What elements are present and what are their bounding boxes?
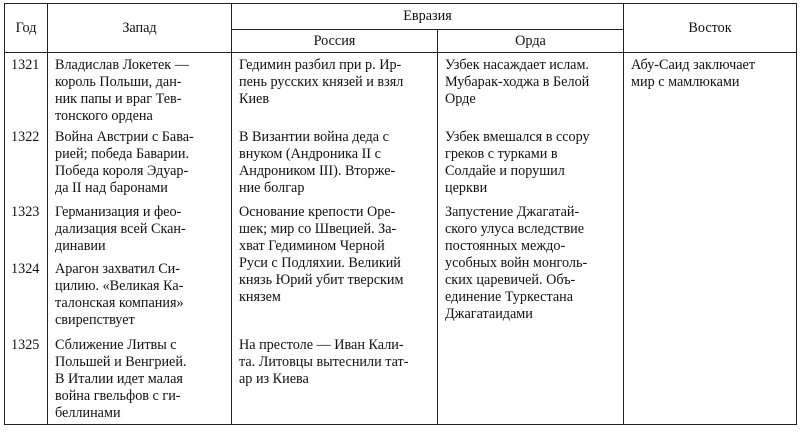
cell-line: талонская компания» (55, 295, 184, 311)
cell-line: На престоле — Иван Кали- (239, 337, 404, 353)
table-row (5, 53, 797, 126)
header-year: Год (5, 4, 48, 53)
cell-line: постоянных междо- (445, 238, 566, 254)
cell-line: Руси с Подляхии. Великий (239, 255, 401, 271)
cell-russia (232, 333, 438, 424)
table-body (5, 53, 797, 425)
cell-line: да II над баронами (55, 180, 168, 196)
cell-line: Джагатаидами (445, 306, 533, 322)
cell-year: 1323 (5, 200, 48, 257)
table-row (5, 333, 797, 424)
cell-russia (232, 53, 438, 126)
cell-line: Польшей и Венгрией. (55, 354, 187, 370)
cell-year: 1322 (5, 125, 48, 200)
table-row (5, 125, 797, 200)
cell-line: В Византии война деда с (239, 129, 389, 145)
cell-line: ского улуса вследствие (445, 221, 585, 237)
cell-east (624, 53, 797, 126)
cell-line: Германизация и феo- (55, 204, 182, 220)
cell-line: Война Австрии с Бава- (55, 129, 194, 145)
cell-line: хват Гедимином Черной (239, 238, 385, 254)
cell-year: 1321 (5, 53, 48, 126)
cell-line: усобных войн монголь- (445, 255, 588, 271)
cell-line: король Польши, дан- (55, 74, 182, 90)
cell-year: 1325 (5, 333, 48, 424)
cell-line: война гвельфов с ги- (55, 388, 181, 404)
cell-line: греков с турками в (445, 146, 558, 162)
cell-line: свирепствует (55, 312, 135, 328)
cell-line: Андроником III). Вторже- (239, 163, 396, 179)
cell-west (48, 125, 232, 200)
cell-line: Сближение Литвы с (55, 337, 177, 353)
cell-line: Орде (445, 91, 476, 107)
cell-line: Арагон захватил Си- (55, 261, 180, 277)
cell-line: цилию. «Великая Ка- (55, 278, 184, 294)
cell-west (48, 200, 232, 257)
cell-russia (232, 125, 438, 200)
table-header (5, 4, 797, 53)
header-west: Запад (48, 4, 232, 53)
cell-line: динавии (55, 238, 106, 254)
cell-horde (438, 53, 624, 126)
cell-line: та. Литовцы вытеснили тат- (239, 354, 409, 370)
cell-line: пень русских князей и взял (239, 74, 404, 90)
cell-line: тонского ордена (55, 108, 153, 124)
header-russia: Россия (232, 30, 438, 53)
cell-line: беллинами (55, 405, 121, 421)
cell-west (48, 53, 232, 126)
cell-line: Киев (239, 91, 270, 107)
cell-line: рией; победа Баварии. (55, 146, 190, 162)
cell-horde (438, 125, 624, 200)
cell-line: Мубарак-ходжа в Белой (445, 74, 590, 90)
cell-line: дализация всей Скан- (55, 221, 186, 237)
table-row (5, 200, 797, 257)
cell-east (624, 200, 797, 333)
cell-line: ар из Киева (239, 371, 309, 387)
cell-horde (438, 200, 624, 333)
cell-west (48, 257, 232, 333)
chronology-table (4, 3, 797, 425)
cell-line: мир с мамлюками (631, 74, 740, 90)
cell-line: внуком (Андроника II с (239, 146, 381, 162)
cell-russia (232, 200, 438, 333)
cell-line: Узбек насаждает ислам. (445, 57, 589, 73)
cell-line: единение Туркестана (445, 289, 574, 305)
cell-line: Солдайе и порушил (445, 163, 565, 179)
header-eurasia: Евразия (232, 4, 624, 30)
cell-year: 1324 (5, 257, 48, 333)
cell-line: Победа короля Эдуар- (55, 163, 189, 179)
cell-east (624, 333, 797, 424)
cell-west (48, 333, 232, 424)
cell-line: ник папы и враг Тев- (55, 91, 182, 107)
cell-line: церкви (445, 180, 488, 196)
cell-line: князь Юрий убит тверским (239, 272, 404, 288)
cell-line: Основание крепости Ope- (239, 204, 396, 220)
cell-horde (438, 333, 624, 424)
cell-line: князем (239, 289, 281, 305)
cell-east (624, 125, 797, 200)
header-horde: Орда (438, 30, 624, 53)
cell-line: Гедимин разбил при р. Ир- (239, 57, 402, 73)
header-east: Восток (624, 4, 797, 53)
cell-line: шек; мир со Швецией. За- (239, 221, 397, 237)
cell-line: Владислав Локетек — (55, 57, 189, 73)
cell-line: Узбек вмешался в ссору (445, 129, 590, 145)
cell-line: ских царевичей. Объ- (445, 272, 576, 288)
cell-line: Абу-Саид заключает (631, 57, 756, 73)
cell-line: ние болгар (239, 180, 305, 196)
cell-line: Запустение Джагатай- (445, 204, 580, 220)
cell-line: В Италии идет малая (55, 371, 183, 387)
